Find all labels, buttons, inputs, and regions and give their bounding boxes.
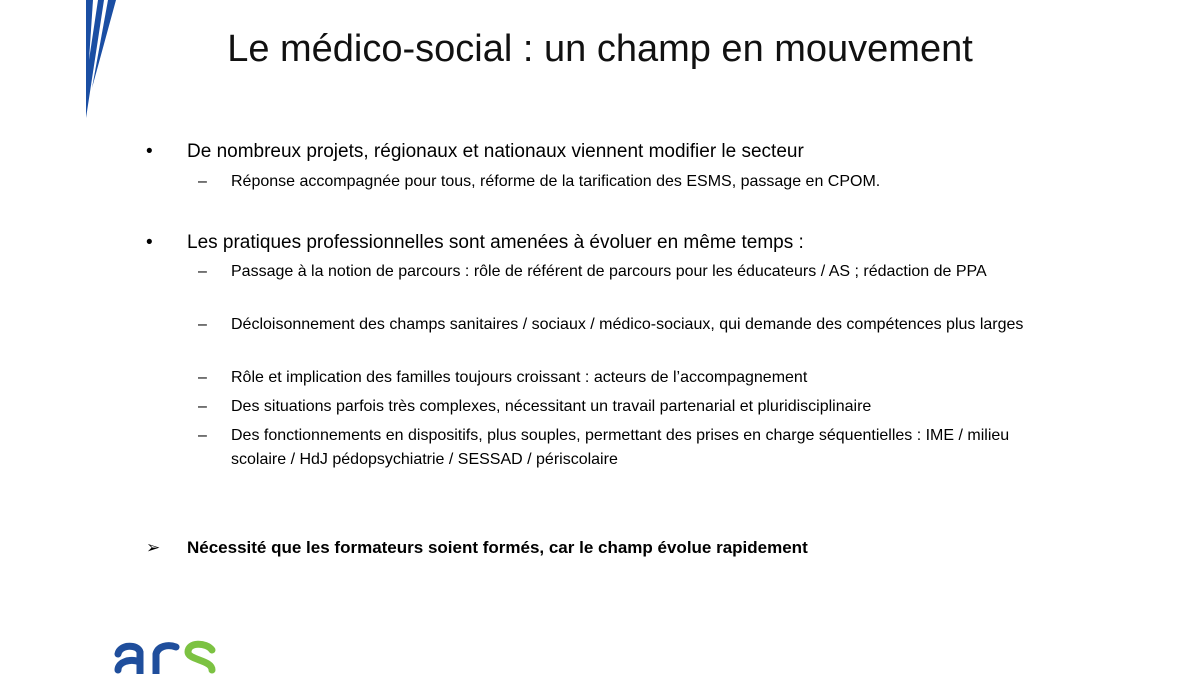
sub-bullet-marker: – <box>198 316 207 333</box>
sub-bullet-marker: – <box>198 427 207 444</box>
sub-bullet-text: Rôle et implication des familles toujours croissant : acteurs de l’accompagnement <box>231 369 808 386</box>
sub-bullet-text: Des fonctionnements en dispositifs, plus souples, permettant des prises en charge séquentielles : IME / milieu scolaire / HdJ pédopsychiatrie / SESSAD / périscolaire <box>231 427 1010 468</box>
sub-bullet-text: Décloisonnement des champs sanitaires / sociaux / médico-sociaux, qui demande des compétences plus larges <box>231 316 1024 333</box>
bullet-marker: • <box>146 232 153 253</box>
bullet-text: Les pratiques professionnelles sont amenées à évoluer en même temps : <box>187 232 804 253</box>
sub-bullet-marker: – <box>198 173 207 190</box>
sub-bullet-text: Réponse accompagnée pour tous, réforme de la tarification des ESMS, passage en CPOM. <box>231 173 881 190</box>
sub-bullet-marker: – <box>198 398 207 415</box>
sub-bullet-marker: – <box>198 369 207 386</box>
conclusion-text: Nécessité que les formateurs soient formés, car le champ évolue rapidement <box>187 538 808 557</box>
sub-bullet-text: Des situations parfois très complexes, nécessitant un travail partenarial et pluridisciplinaire <box>231 398 872 415</box>
bullet-marker: • <box>146 141 153 162</box>
bullet-text: De nombreux projets, régionaux et nationaux viennent modifier le secteur <box>187 141 804 162</box>
slide-title: Le médico-social : un champ en mouvement <box>227 28 973 70</box>
arrow-bullet-icon: ➢ <box>146 538 161 557</box>
sub-bullet-text: Passage à la notion de parcours : rôle de référent de parcours pour les éducateurs / AS ; rédaction de PPA <box>231 263 987 280</box>
ars-logo-icon <box>112 630 222 674</box>
sub-bullet-marker: – <box>198 263 207 280</box>
